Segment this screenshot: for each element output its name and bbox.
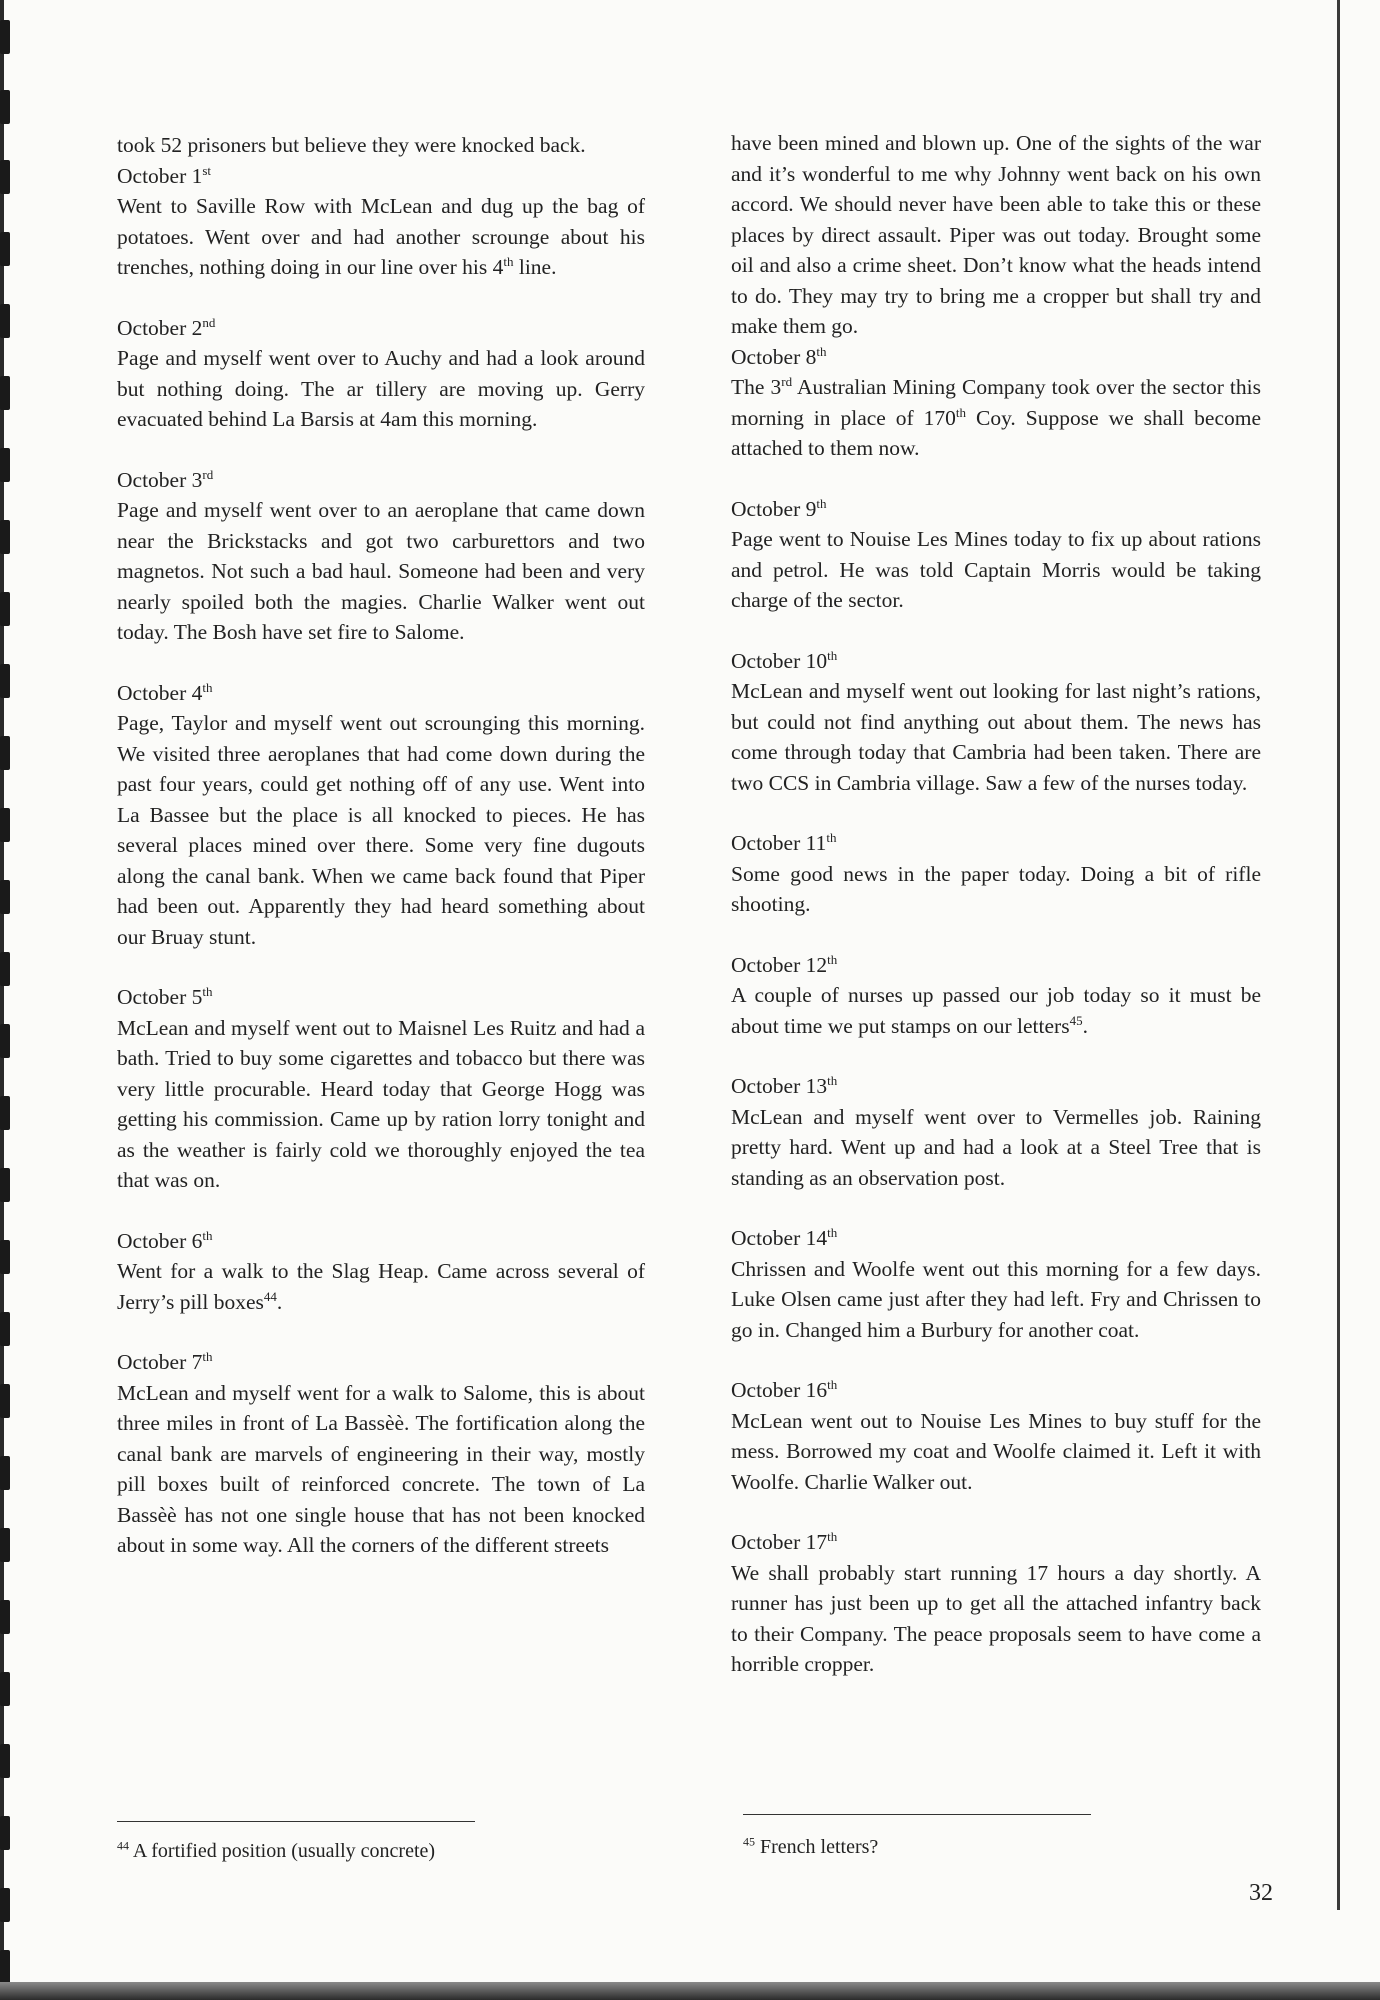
entry-date: October 6th bbox=[117, 1227, 213, 1253]
entry-text: A couple of nurses up passed our job today so it must be about time we put stamps on our letters$^{45}$. bbox=[731, 983, 1261, 1038]
entry-text: Some good news in the paper today. Doing a bit of rifle shooting. bbox=[731, 861, 1261, 916]
entry-text: McLean and myself went over to Vermelles job. Raining pretty hard. Went up and had a look at a Steel Tree that is standing as an observation post. bbox=[731, 1104, 1261, 1190]
entry-text: McLean and myself went out to Maisnel Les Ruitz and had a bath. Tried to buy some cigarettes and tobacco but there was very little procurable. Heard today that George Hogg was getting his commission. Came up by ration lorry tonight and as the weather is fairly cold we thoroughly enjoyed the tea that was on. bbox=[117, 1015, 645, 1192]
right-column bbox=[731, 128, 1261, 1710]
footnote-rule bbox=[743, 1814, 1091, 1815]
diary-entry bbox=[117, 1226, 645, 1318]
footnote-ref: 44 bbox=[263, 1288, 277, 1304]
footnote-rule bbox=[117, 1821, 475, 1822]
entry-text: Page went to Nouise Les Mines today to fix up about rations and petrol. He was told Captain Morris would be taking charge of the sector. bbox=[731, 527, 1261, 612]
entry-date: October 3rd bbox=[117, 466, 214, 492]
diary-entry bbox=[117, 982, 645, 1196]
entry-date: October 2nd bbox=[117, 314, 216, 340]
diary-entry bbox=[731, 494, 1261, 616]
entry-text: Went to Saville Row with McLean and dug up the bag of potatoes. Went over and had another scrounge about his trenches, nothing doing in our line over his 4th line. bbox=[117, 194, 645, 279]
entry-date: October 10th bbox=[731, 647, 838, 673]
footnote-ref: 45 bbox=[1069, 1012, 1083, 1028]
entry-date: October 16th bbox=[731, 1376, 838, 1402]
entry-text: McLean and myself went for a walk to Salome, this is about three miles in front of La Bassèè. The fortification along the canal bank are marvels of engineering in their way, mostly pill boxes built of reinforced concrete. The town of La Bassèè has not one single house that has not been knocked about in some way. All the corners of the different streets bbox=[117, 1380, 645, 1557]
entry-date: October 7th bbox=[117, 1348, 213, 1374]
diary-entry bbox=[731, 1375, 1261, 1497]
entry-date: October 1st bbox=[117, 162, 212, 188]
page-edge bbox=[1337, 0, 1340, 1910]
continued-text: took 52 prisoners but believe they were knocked back. bbox=[117, 133, 586, 157]
spiral-binding bbox=[0, 0, 12, 2000]
diary-entry bbox=[731, 950, 1261, 1042]
footnote: $^{44}$ A fortified position (usually concrete) bbox=[117, 1838, 436, 1862]
diary-entry bbox=[731, 1527, 1261, 1680]
entry-date: October 11th bbox=[731, 829, 837, 855]
entry-date: October 5th bbox=[117, 983, 213, 1009]
entry-date: October 17th bbox=[731, 1528, 838, 1554]
entry-date: October 4th bbox=[117, 679, 213, 705]
entry-text: McLean and myself went out looking for last night’s rations, but could not find anything out about them. The news has come through today that Cambria had been taken. There are two CCS in Cambria village. Saw a few of the nurses today. bbox=[731, 679, 1261, 795]
entry-date: October 8th bbox=[731, 343, 827, 369]
continued-text: have been mined and blown up. One of the sights of the war and it’s wonderful to me why Johnny went back on his own accord. We should never have been able to take this or these places by direct assault. Piper was out today. Brought some oil and also a crime sheet. Don’t know what the heads intend to do. They may try to bring me a cropper but shall try and make them go. bbox=[731, 131, 1261, 338]
diary-entry bbox=[117, 313, 645, 435]
diary-entry bbox=[731, 1071, 1261, 1193]
diary-entry bbox=[117, 465, 645, 648]
entry-text: Page and myself went over to Auchy and had a look around but nothing doing. The ar tillery are moving up. Gerry evacuated behind La Barsis at 4am this morning. bbox=[117, 346, 645, 431]
page-number: 32 bbox=[1249, 1880, 1273, 1906]
entry-text: Page, Taylor and myself went out scrounging this morning. We visited three aeroplanes that had come down during the past four years, could get nothing off of any use. Went into La Bassee but the place is all knocked to pieces. He has several places mined over there. Some very fine dugouts along the canal bank. When we came back found that Piper had been out. Apparently they had heard something about our Bruay stunt. bbox=[117, 711, 645, 949]
scan-shadow bbox=[0, 1982, 1380, 2000]
footnote: $^{45}$ French letters? bbox=[743, 1834, 879, 1858]
diary-entry bbox=[731, 1223, 1261, 1345]
entry-text: Chrissen and Woolfe went out this morning for a few days. Luke Olsen came just after they had left. Fry and Chrissen to go in. Changed him a Burbury for another coat. bbox=[731, 1256, 1261, 1342]
diary-entry bbox=[117, 161, 645, 283]
entry-text: We shall probably start running 17 hours a day shortly. A runner has just been up to get all the attached infantry back to their Company. The peace proposals seem to have come a horrible cropper. bbox=[731, 1560, 1261, 1676]
entry-date: October 14th bbox=[731, 1224, 838, 1250]
entry-text: Went for a walk to the Slag Heap. Came across several of Jerry’s pill boxes$^{44}$. bbox=[117, 1259, 645, 1314]
diary-entry bbox=[117, 1347, 645, 1561]
diary-entry bbox=[117, 678, 645, 953]
entry-date: October 13th bbox=[731, 1072, 838, 1098]
diary-entry bbox=[731, 828, 1261, 920]
left-column bbox=[117, 130, 645, 1591]
entry-text: McLean went out to Nouise Les Mines to buy stuff for the mess. Borrowed my coat and Woolfe claimed it. Left it with Woolfe. Charlie Walker out. bbox=[731, 1408, 1261, 1494]
entry-text: The 3rd Australian Mining Company took over the sector this morning in place of 170th Coy. Suppose we shall become attached to them now. bbox=[731, 373, 1262, 460]
diary-entry bbox=[731, 646, 1261, 799]
diary-entry bbox=[731, 342, 1261, 464]
entry-text: Page and myself went over to an aeroplane that came down near the Brickstacks and got two carburettors and two magnetos. Not such a bad haul. Someone had been and very nearly spoiled both the magies. Charlie Walker went out today. The Bosh have set fire to Salome. bbox=[117, 498, 645, 644]
entry-date: October 9th bbox=[731, 495, 827, 521]
entry-date: October 12th bbox=[731, 951, 838, 977]
